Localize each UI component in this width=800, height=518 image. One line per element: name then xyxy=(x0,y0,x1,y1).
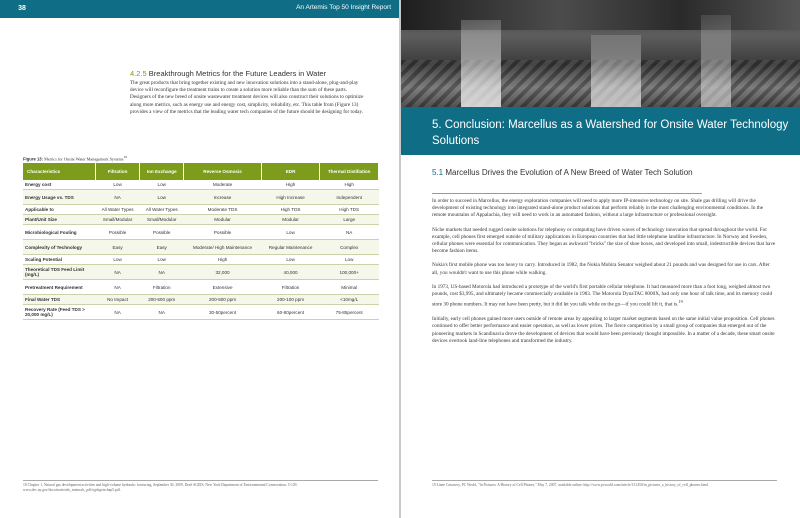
table-cell: Modular xyxy=(184,215,261,225)
table-cell: Small/Modular xyxy=(140,215,184,225)
table-cell: Possible xyxy=(184,225,261,240)
table-cell: 200-500 ppm xyxy=(184,295,261,305)
figure-caption-ref: 18 xyxy=(123,155,128,159)
table-cell: High xyxy=(184,255,261,265)
table-cell: NA xyxy=(140,265,184,280)
table-cell: 75-85percent xyxy=(320,305,379,320)
row-label: Complexity of Technology xyxy=(23,240,96,255)
row-label: Microbiological Fouling xyxy=(23,225,96,240)
metrics-table xyxy=(23,163,379,320)
subsection-title: Marcellus Drives the Evolution of A New Breed of Water Tech Solution xyxy=(445,168,693,177)
figure-caption xyxy=(23,155,127,161)
table-cell: Independent xyxy=(320,190,379,205)
table-cell: 200-100 ppm xyxy=(261,295,320,305)
subsection-number: 5.1 xyxy=(432,168,444,177)
table-cell: High xyxy=(261,180,320,190)
paragraph-text: In 1973, US-based Motorola had introduced a prototype of the world's first portable cellular telephone. It had measured more than a foot long, weighed almost two pounds, cost $3,995, and ultimately became commercially available in 1983. The Motorola DynaTAC 8000X, had only one hour of talk time, and its memory could store 30 phone numbers. It may not have been pretty, but it did let you talk while on the go—if you could lift it, that is. xyxy=(432,283,773,308)
row-label: Final Water TDS xyxy=(23,295,96,305)
table-cell: 200-500 ppm xyxy=(140,295,184,305)
table-cell: Low xyxy=(320,255,379,265)
table-cell: Extensive xyxy=(184,280,261,295)
footnote: 18 Chapter 1, Natural gas development activities and high-volume hydraulic fracturing, September 30, 2009, Draft SGEIS, New York Department of Environmental Conservation, 5-129. www.dec.ny.gov/docs/materials_minerals_pdf/ogdsgeischap5.pdf. xyxy=(23,480,378,492)
chapter-number: 5. xyxy=(432,119,442,131)
section-title: Breakthrough Metrics for the Future Leaders in Water xyxy=(148,69,327,78)
table-cell: NA xyxy=(320,225,379,240)
table-row xyxy=(23,180,379,190)
header-bar xyxy=(0,0,399,18)
table-cell: High Increase xyxy=(261,190,320,205)
table-cell: Possible xyxy=(96,225,140,240)
paragraph: Niche markets that needed rugged onsite solutions for telephony or computing have driven waves of technology innovation that spread throughout the world. For example, cell phones first emerged outside of military applications in European countries that had little telephone landline infrastructure. In Norway and Sweden, cellular phones were essential for communication. They began as awkward "bricks" the size of shoe boxes, and developed into small, indestructible devices that have become fashion items. xyxy=(432,226,776,255)
section-heading xyxy=(130,69,380,78)
table-cell: 30-50percent xyxy=(184,305,261,320)
column-header: Ion Exchange xyxy=(140,163,184,180)
row-label: Energy cost xyxy=(23,180,96,190)
waterfall-photo xyxy=(401,0,800,117)
row-label: Applicable to xyxy=(23,205,96,215)
subsection-heading xyxy=(432,168,732,178)
table-row xyxy=(23,280,379,295)
table-cell: 100,000+ xyxy=(320,265,379,280)
paragraph xyxy=(432,284,777,309)
table-row xyxy=(23,255,379,265)
table-row xyxy=(23,205,379,215)
divider xyxy=(432,193,702,194)
table-cell: High TDS xyxy=(320,205,379,215)
table-cell: Modular xyxy=(261,215,320,225)
column-header: Reverse Osmosis xyxy=(184,163,261,180)
table-cell: High xyxy=(320,180,379,190)
row-label: Theoretical TDS Feed Limit (mg/L) xyxy=(23,265,96,280)
chapter-title xyxy=(432,117,792,149)
table-cell: All Water Types xyxy=(96,205,140,215)
table-cell: NA xyxy=(96,265,140,280)
left-page xyxy=(0,0,399,518)
table-cell: Filtration xyxy=(261,280,320,295)
table-row xyxy=(23,265,379,280)
table-cell: Low xyxy=(140,180,184,190)
chapter-title-text: Conclusion: Marcellus as a Watershed for Onsite Water Technology Solutions xyxy=(432,119,789,147)
table-cell: Low xyxy=(261,255,320,265)
table-cell: Possible xyxy=(140,225,184,240)
paragraph: Initially, early cell phones gained more users outside of remote areas by appealing to larger market segments based on the same initial value proposition. Cell phones continued to offer better performance and easier operation, as well as lower prices. The fierce competition by a small group of companies that emerged out of the pioneering markets in Scandinavia drove the development of devices that would have been previously thought impossible. In a matter of a decade, these smart onsite devices overtook land-line telephones and transformed the industry. xyxy=(432,316,775,344)
row-label: Pretreatment Requirement xyxy=(23,280,96,295)
table-cell: Low xyxy=(140,190,184,205)
column-header: Filtration xyxy=(96,163,140,180)
table-header-row xyxy=(23,163,379,180)
figure-label: Figure 13: xyxy=(23,156,44,162)
row-label: Recovery Rate (Feed TDS > 20,000 mg/L) xyxy=(23,305,96,320)
intro-paragraph: The great products that bring together existing and new innovation solutions into a stand-alone, plug-and-play device will reconfigure the treatment trains to create a solution more reliable than the sum of these parts. Designers of the new breed of onsite wastewater treatment devices will also construct their solutions to optimize along more metrics, such as energy use and energy cost, simplicity, reliability, etc. This table from (Figure 13) provides a view of the metrics that the leading water tech companies of the future should be designing for today. xyxy=(130,80,364,115)
row-label: Energy Usage vs. TDS xyxy=(23,190,96,205)
table-cell: NA xyxy=(96,280,140,295)
table-cell: 40,000 xyxy=(261,265,320,280)
table-cell: Easy xyxy=(140,240,184,255)
table-cell: Moderate/ High Maintenance xyxy=(184,240,261,255)
table-cell: NA xyxy=(96,305,140,320)
footnote: 19 Liane Cassavoy, PC World, "In Pictures: A History of Cell Phones," May 7, 2007, available online: http://www.pcworld.com/article/131450/in_pictures_a_history_of_cell_phones.html. xyxy=(432,480,777,488)
column-header: Characteristics xyxy=(23,163,96,180)
page-number: 38 xyxy=(18,5,26,12)
column-header: EDR xyxy=(261,163,320,180)
right-page xyxy=(401,0,800,518)
paragraph: Nokia's first mobile phone was too heavy to carry. Introduced in 1982, the Nokia Mobira Senator weighed about 21 pounds and was designed for use in cars. After all, you wouldn't want to use this phone while walking. xyxy=(432,262,770,276)
table-cell: 60-80percent xyxy=(261,305,320,320)
table-cell: Low xyxy=(96,180,140,190)
section-number: 4.2.5 xyxy=(130,69,147,78)
row-label: Scaling Potential xyxy=(23,255,96,265)
table-cell: Low xyxy=(261,225,320,240)
paragraph: In order to succeed in Marcellus, the energy exploration companies will need to apply more IP-intensive technology on site. Shale gas drilling will drive the development of existing technology into integrated stand-alone product solutions that perform reliably in the most challenging environmental conditions. In the remote mountains of Appalachia, they will need to work in an automated fashion, without a large infrastructure or professional oversight. xyxy=(432,198,764,219)
table-cell: NA xyxy=(96,190,140,205)
table-cell: Minimal xyxy=(320,280,379,295)
table-row xyxy=(23,295,379,305)
table-cell: 32,000 xyxy=(184,265,261,280)
table-cell: Complex xyxy=(320,240,379,255)
table-cell: Easy xyxy=(96,240,140,255)
table-cell: NA xyxy=(140,305,184,320)
table-row xyxy=(23,190,379,205)
row-label: Plant/Unit Size xyxy=(23,215,96,225)
table-cell: No Impact xyxy=(96,295,140,305)
table-cell: Low xyxy=(96,255,140,265)
table-cell: Large xyxy=(320,215,379,225)
table-row xyxy=(23,305,379,320)
table-cell: Small/Modular xyxy=(96,215,140,225)
table-cell: Regular Maintenance xyxy=(261,240,320,255)
table-cell: High TDS xyxy=(261,205,320,215)
chapter-title-band xyxy=(401,107,800,155)
footnote-ref: 19 xyxy=(678,299,683,305)
table-row xyxy=(23,240,379,255)
table-row xyxy=(23,225,379,240)
table-cell: <10mg/L xyxy=(320,295,379,305)
column-header: Thermal Distillation xyxy=(320,163,379,180)
table-cell: Moderate TDS xyxy=(184,205,261,215)
body-column xyxy=(432,198,777,352)
report-title: An Artemis Top 50 Insight Report xyxy=(296,4,391,11)
figure-caption-text: Metrics for Onsite Water Management Systems xyxy=(44,156,124,162)
table-row xyxy=(23,215,379,225)
table-cell: Increase xyxy=(184,190,261,205)
table-cell: Moderate xyxy=(184,180,261,190)
table-cell: Low xyxy=(140,255,184,265)
table-cell: All Water Types xyxy=(140,205,184,215)
table-cell: Filtration xyxy=(140,280,184,295)
